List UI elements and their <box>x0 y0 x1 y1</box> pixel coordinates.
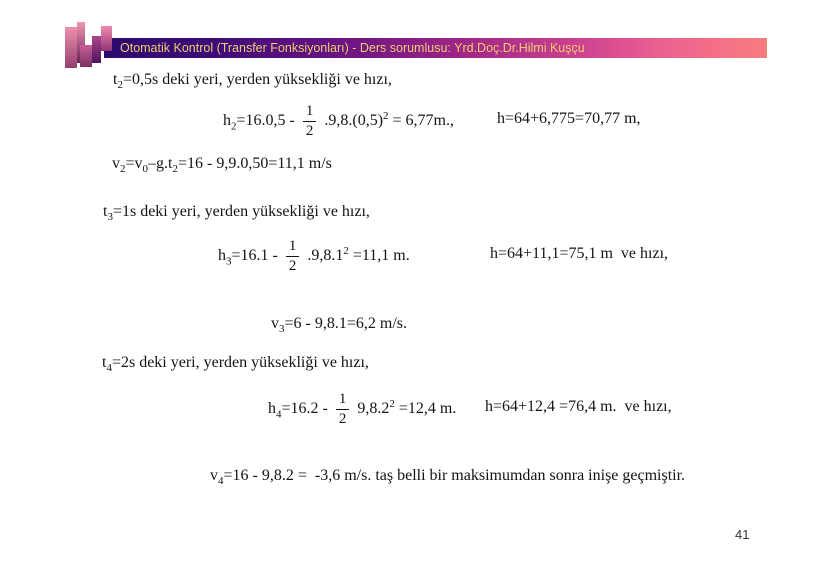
line-t4-intro: $t_4=2s$ deki yeri, yerden yüksekliği ve hızı, <box>102 354 369 375</box>
line-h3-result: h=64+11,1=75,1 m ve hızı, <box>490 245 669 262</box>
line-h2-equation: $h_2=16.0,5$ - $\frac{1}{2}$ $.9,8.(0,5)^2 = 6,77m$., <box>223 103 454 139</box>
line-h4-result: h=64+12,4 =76,4 m. ve hızı, <box>485 398 672 415</box>
decoration-bar-5 <box>101 26 112 51</box>
line-h4-equation: $h_4=16.2$ - $\frac{1}{2}$ $9,8.2^2 =12,4$ m. <box>268 391 457 427</box>
line-t2-intro: $t_2=0,5s$ deki yeri, yerden yüksekliği ve hızı, <box>113 71 392 92</box>
fraction: $\frac{1}{2}$ <box>303 104 317 139</box>
decoration-bar-1 <box>65 27 77 68</box>
line-t3-intro: $t_3=1s$ deki yeri, yerden yüksekliği ve hızı, <box>103 203 370 224</box>
fraction: $\frac{1}{2}$ <box>286 239 300 274</box>
decoration-bar-4 <box>92 36 101 63</box>
page-number: 41 <box>735 527 750 542</box>
line-v3-equation: $v_3=6 - 9,8.1=6,2$ m/s. <box>271 315 407 336</box>
decoration-bar-3 <box>80 45 92 67</box>
line-h2-result: h=64+6,775=70,77 m, <box>497 110 641 127</box>
line-v4-equation: $v_4=16 - 9,8.2 = -3,6$ m/s. taş belli bir maksimumdan sonra inişe geçmiştir. <box>210 467 686 488</box>
line-h3-equation: $h_3=16.1$ - $\frac{1}{2}$ $.9,8.1^2 =11,1$ m. <box>218 238 410 274</box>
line-v2-equation: $v_2=v_0-g.t_2=16 - 9,9.0,50=11,1$ m/s <box>112 155 332 176</box>
header-title: Otomatik Kontrol (Transfer Fonksiyonları) - Ders sorumlusu: Yrd.Doç.Dr.Hilmi Kuşçu <box>120 41 585 55</box>
header-band <box>104 38 767 58</box>
fraction: $\frac{1}{2}$ <box>336 392 350 427</box>
